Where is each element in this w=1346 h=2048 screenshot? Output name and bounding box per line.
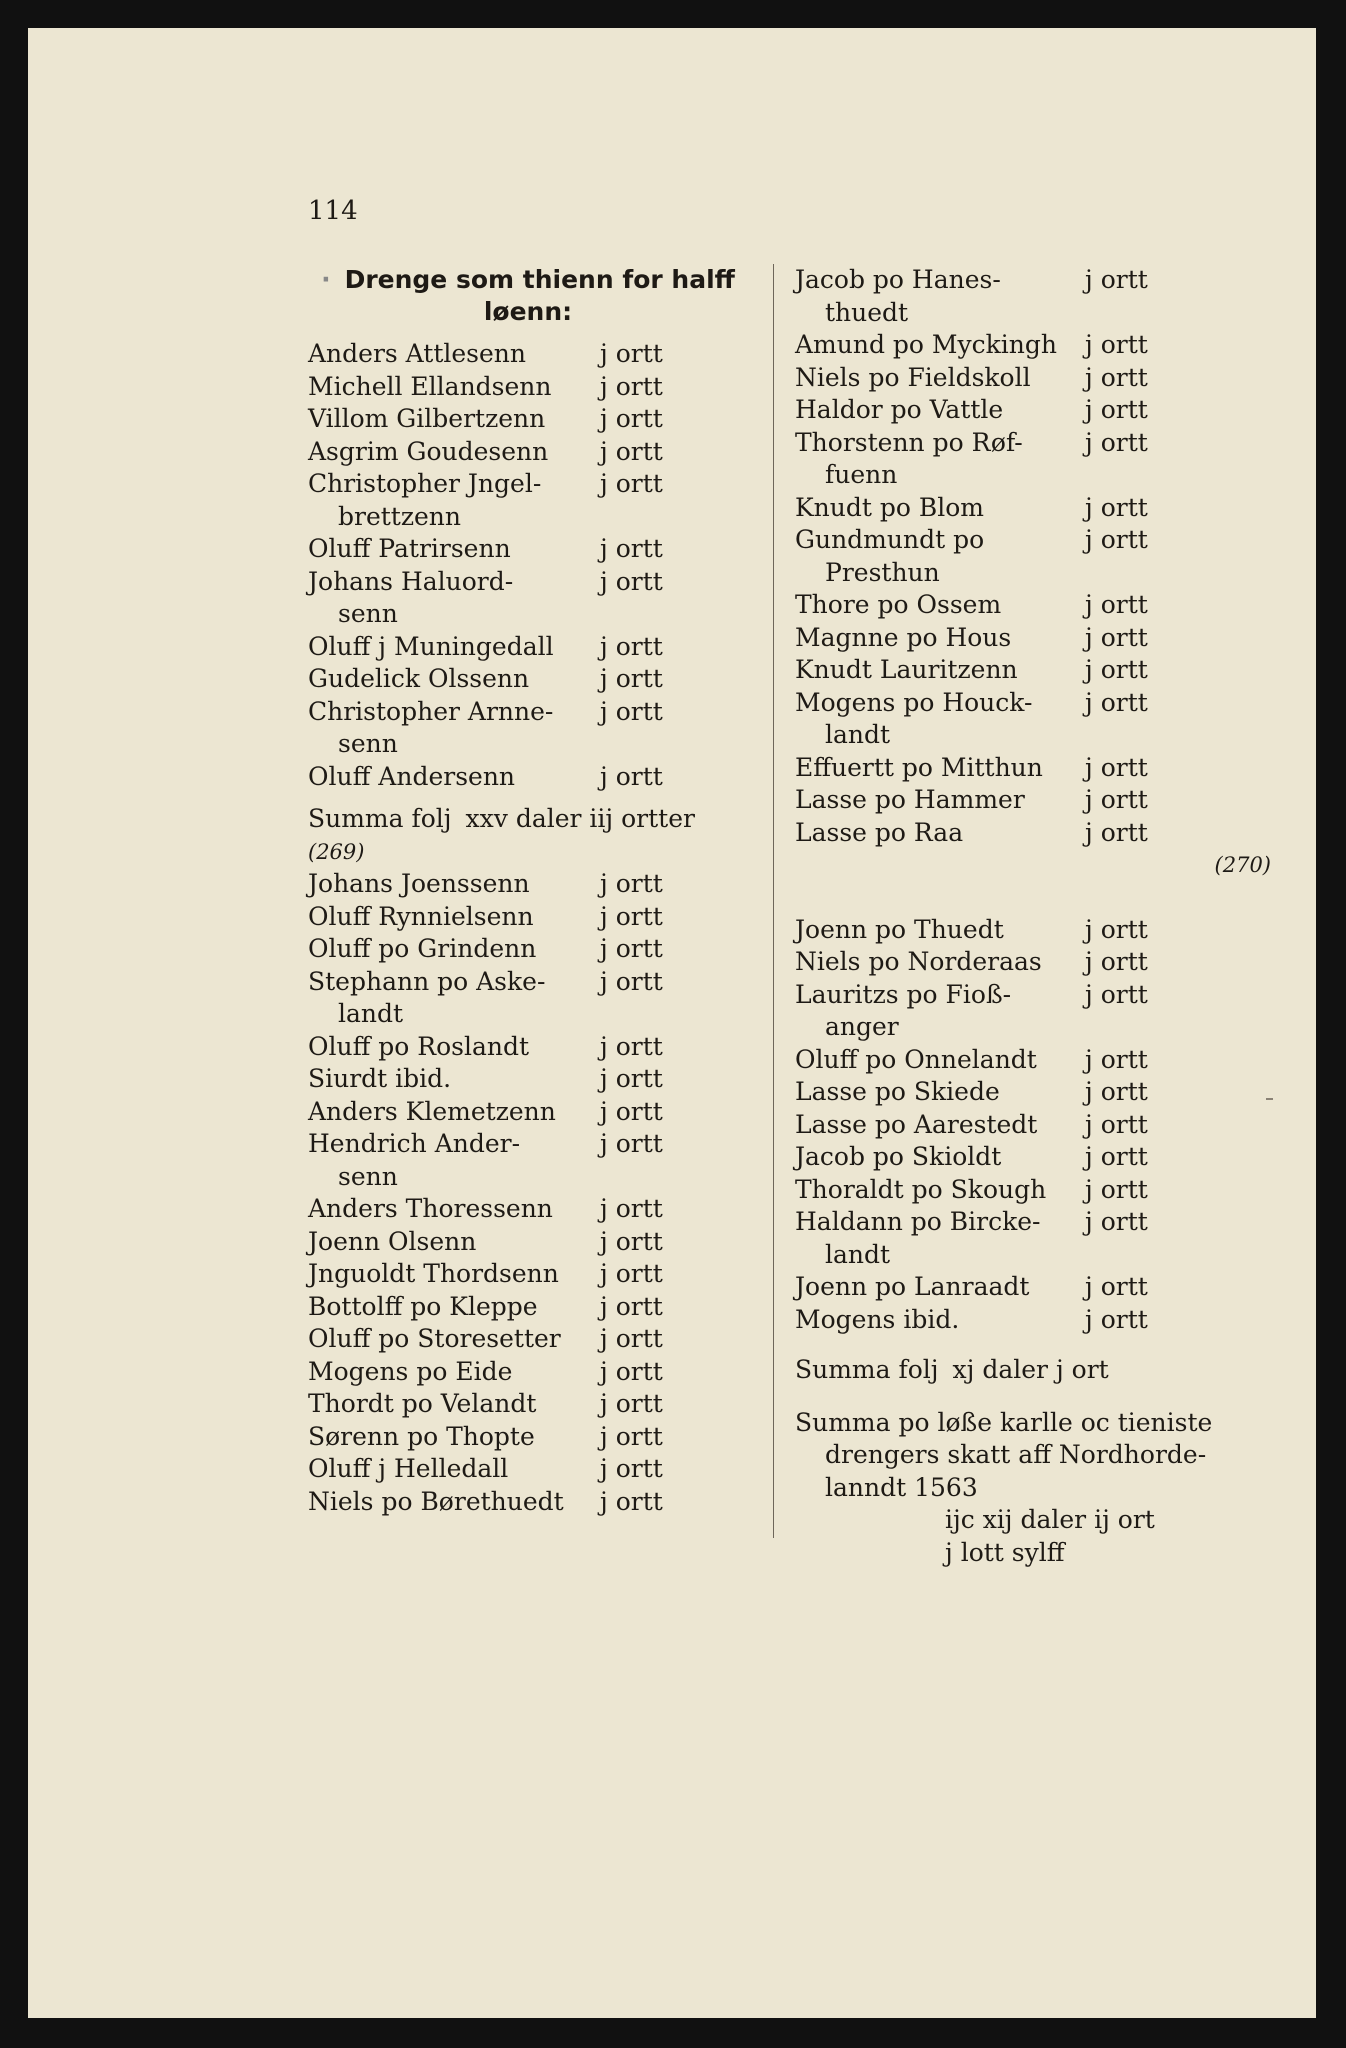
entry-amount: j ortt	[1085, 1272, 1148, 1301]
list-item	[795, 1174, 1265, 1207]
entry-name: Haldor po Vattle	[795, 395, 1004, 424]
entry-amount: j ortt	[600, 1291, 663, 1321]
list-item	[308, 566, 768, 631]
folio-number-right: (270)	[1214, 853, 1271, 877]
list-item	[308, 436, 768, 469]
list-item	[795, 817, 1265, 850]
list-item	[308, 338, 768, 371]
entry-name: Asgrim Goudesenn	[308, 436, 549, 466]
list-item	[308, 1258, 768, 1291]
entry-name-continuation: landt	[825, 720, 891, 749]
entry-amount: j ortt	[1085, 687, 1148, 717]
list-item	[795, 1271, 1265, 1304]
entry-name: Oluff po Grindenn	[308, 934, 537, 963]
entry-amount: j ortt	[600, 1129, 663, 1158]
entry-amount: j ortt	[1085, 655, 1148, 684]
list-item	[795, 589, 1265, 622]
entry-name: Niels po Børethuedt	[308, 1486, 564, 1516]
entry-name-continuation: brettzenn	[338, 501, 462, 531]
document-page	[28, 28, 1316, 2018]
entry-amount: j ortt	[600, 404, 663, 433]
list-item	[795, 914, 1265, 947]
entry-amount: j ortt	[600, 869, 663, 898]
list-item	[308, 663, 768, 696]
entry-name: Anders Attlesenn	[308, 339, 527, 368]
list-item	[795, 1141, 1265, 1174]
entry-name: Amund po Myckingh	[795, 330, 1057, 359]
entry-amount: j ortt	[600, 566, 663, 596]
page-number: 114	[308, 196, 358, 226]
list-item	[308, 868, 768, 901]
left-column	[308, 264, 768, 1518]
entry-name: Jacob po Hanes- thuedt	[795, 264, 1085, 329]
entry-amount: j ortt	[600, 371, 663, 401]
entry-name: Hendrich Ander- senn	[308, 1128, 600, 1193]
entry-amount: j ortt	[1085, 979, 1148, 1009]
list-item	[308, 1421, 768, 1454]
list-item	[308, 1031, 768, 1064]
entry-amount: j ortt	[600, 1226, 663, 1256]
list-item	[795, 394, 1265, 427]
section-heading: · Drenge som thienn for halff løenn:	[321, 265, 735, 326]
entry-name: Oluff j Helledall	[308, 1454, 509, 1483]
list-item	[308, 933, 768, 966]
entry-name: Villom Gilbertzenn	[308, 404, 546, 433]
list-item	[308, 1356, 768, 1389]
entry-name: Christopher Arnne- senn	[308, 696, 600, 761]
entry-name: Oluff po Onnelandt	[795, 1044, 1037, 1074]
entry-amount: j ortt	[1085, 525, 1148, 554]
list-item	[308, 631, 768, 664]
entry-name: Niels po Fieldskoll	[795, 362, 1031, 392]
list-item	[795, 492, 1265, 525]
entry-amount: j ortt	[1085, 1077, 1148, 1106]
entry-name: Oluff Rynnielsenn	[308, 901, 534, 931]
entry-amount: j ortt	[1085, 914, 1148, 944]
entry-name: Thoraldt po Skough	[795, 1174, 1047, 1204]
entry-name: Gudelick Olssenn	[308, 664, 530, 693]
list-item	[308, 371, 768, 404]
entry-name: Gundmundt po Presthun	[795, 524, 1085, 589]
entry-amount: j ortt	[1085, 1044, 1148, 1074]
entry-name: Knudt po Blom	[795, 492, 985, 522]
summa-line-right: Summa folj xj daler j ort	[795, 1355, 1109, 1384]
entry-name: Oluff po Roslandt	[308, 1031, 530, 1061]
entry-name: Mogens ibid.	[795, 1304, 960, 1334]
margin-mark	[1266, 1098, 1273, 1100]
list-item	[795, 622, 1265, 655]
entry-name-continuation: senn	[338, 729, 398, 758]
list-item	[308, 403, 768, 436]
entry-amount: j ortt	[600, 696, 663, 726]
right-column	[795, 264, 1271, 1569]
entry-amount: j ortt	[1085, 1109, 1148, 1139]
entry-name: Effuertt po Mitthun	[795, 752, 1043, 782]
entry-list-left-b	[308, 868, 768, 1518]
entry-name: Johans Joenssenn	[308, 869, 530, 898]
list-item	[308, 1193, 768, 1226]
list-item	[308, 966, 768, 1031]
entry-name: Siurdt ibid.	[308, 1064, 452, 1093]
entry-amount: j ortt	[1085, 362, 1148, 392]
list-item	[308, 696, 768, 761]
entry-name: Anders Thoressenn	[308, 1194, 553, 1223]
entry-amount: j ortt	[1085, 427, 1148, 457]
entry-name-continuation: senn	[338, 599, 398, 628]
list-item	[308, 761, 768, 794]
list-item	[795, 524, 1265, 589]
entry-amount: j ortt	[1085, 1304, 1148, 1334]
entry-amount: j ortt	[600, 966, 663, 996]
list-item	[308, 1226, 768, 1259]
entry-name-continuation: landt	[338, 999, 404, 1028]
summa-line-left: Summa folj xxv daler iij ortter	[308, 804, 695, 833]
list-item	[795, 1109, 1265, 1142]
list-item	[795, 1206, 1265, 1271]
list-item	[795, 687, 1265, 752]
entry-name: Jacob po Skioldt	[795, 1142, 1002, 1171]
folio-number-left: (269)	[308, 839, 365, 864]
entry-name: Joenn po Thuedt	[795, 914, 1004, 944]
entry-name-continuation: Presthun	[825, 557, 940, 587]
entry-amount: j ortt	[600, 934, 663, 963]
entry-name: Haldann po Bircke- landt	[795, 1206, 1085, 1271]
entry-amount: j ortt	[1085, 395, 1148, 424]
column-divider	[773, 264, 774, 1538]
entry-name: Lasse po Aarestedt	[795, 1109, 1038, 1139]
entry-amount: j ortt	[1085, 590, 1148, 619]
entry-name: Joenn po Lanraadt	[795, 1272, 1030, 1301]
entry-name: Bottolff po Kleppe	[308, 1291, 538, 1321]
entry-name-continuation: senn	[338, 1161, 398, 1191]
entry-name: Mogens po Houck- landt	[795, 687, 1085, 752]
entry-amount: j ortt	[1085, 265, 1148, 294]
entry-amount: j ortt	[600, 664, 663, 693]
entry-amount: j ortt	[600, 761, 663, 791]
entry-amount: j ortt	[1085, 1174, 1148, 1204]
entry-name: Niels po Norderaas	[795, 947, 1042, 976]
list-item	[795, 654, 1265, 687]
entry-amount: j ortt	[600, 1064, 663, 1093]
entry-name: Lauritzs po Fioß- anger	[795, 979, 1085, 1044]
list-item	[308, 1096, 768, 1129]
entry-name: Oluff po Storesetter	[308, 1324, 561, 1353]
entry-amount: j ortt	[600, 901, 663, 931]
entry-name: Knudt Lauritzenn	[795, 655, 1018, 684]
entry-amount: j ortt	[600, 1324, 663, 1353]
list-item	[308, 1291, 768, 1324]
entry-amount: j ortt	[600, 339, 663, 368]
list-item	[795, 946, 1265, 979]
entry-amount: j ortt	[1085, 330, 1148, 359]
entry-name: Lasse po Raa	[795, 817, 964, 847]
entry-name: Magnne po Hous	[795, 622, 1012, 652]
list-item	[795, 979, 1265, 1044]
entry-name: Joenn Olsenn	[308, 1226, 477, 1256]
entry-name-continuation: landt	[825, 1239, 891, 1269]
entry-amount: j ortt	[1085, 817, 1148, 847]
entry-name: Oluff Patrirsenn	[308, 534, 511, 563]
entry-name: Lasse po Skiede	[795, 1077, 1000, 1106]
entry-name: Mogens po Eide	[308, 1356, 513, 1386]
entry-name: Michell Ellandsenn	[308, 371, 552, 401]
entry-amount: j ortt	[600, 1096, 663, 1126]
list-item	[795, 1044, 1265, 1077]
list-item	[308, 1388, 768, 1421]
entry-amount: j ortt	[600, 1031, 663, 1061]
list-item	[795, 1304, 1265, 1337]
entry-name-continuation: anger	[825, 1012, 899, 1041]
bullet-dot-icon: ·	[321, 265, 331, 294]
list-item	[308, 1128, 768, 1193]
list-item	[308, 1453, 768, 1486]
entry-amount: j ortt	[600, 1421, 663, 1451]
entry-amount: j ortt	[600, 1356, 663, 1386]
entry-amount: j ortt	[600, 1259, 663, 1288]
list-item	[308, 901, 768, 934]
entry-list-right-b	[795, 914, 1265, 1337]
list-item	[795, 752, 1265, 785]
entry-amount: j ortt	[600, 436, 663, 466]
list-item	[795, 264, 1265, 329]
list-item	[795, 1076, 1265, 1109]
entry-list-left-a	[308, 338, 768, 793]
grand-total: Summa po løße karlle oc tieniste drengers skatt aff Nordhorde- lanndt 1563 ijc xij daler ij ort j lott sylff	[795, 1407, 1213, 1567]
entry-name: Oluff j Muningedall	[308, 631, 554, 661]
list-item	[795, 427, 1265, 492]
entry-amount: j ortt	[1085, 785, 1148, 814]
entry-name: Sørenn po Thopte	[308, 1421, 535, 1451]
entry-amount: j ortt	[1085, 622, 1148, 652]
list-item	[308, 1323, 768, 1356]
list-item	[308, 468, 768, 533]
entry-name: Stephann po Aske- landt	[308, 966, 600, 1031]
entry-amount: j ortt	[600, 1454, 663, 1483]
entry-name-continuation: thuedt	[825, 297, 909, 327]
entry-name: Oluff Andersenn	[308, 761, 516, 791]
list-item	[795, 784, 1265, 817]
list-item	[795, 329, 1265, 362]
entry-name: Thordt po Velandt	[308, 1389, 537, 1418]
entry-amount: j ortt	[1085, 752, 1148, 782]
entry-amount: j ortt	[1085, 492, 1148, 522]
list-item	[795, 362, 1265, 395]
entry-amount: j ortt	[1085, 947, 1148, 976]
entry-amount: j ortt	[600, 534, 663, 563]
entry-name: Christopher Jngel- brettzenn	[308, 468, 600, 533]
entry-name: Thore po Ossem	[795, 590, 1002, 619]
list-item	[308, 1486, 768, 1519]
entry-amount: j ortt	[1085, 1142, 1148, 1171]
entry-list-right-a	[795, 264, 1265, 849]
entry-name-continuation: fuenn	[825, 460, 898, 489]
entry-amount: j ortt	[600, 1389, 663, 1418]
entry-name: Anders Klemetzenn	[308, 1096, 556, 1126]
entry-name: Jnguoldt Thordsenn	[308, 1259, 559, 1288]
list-item	[308, 533, 768, 566]
entry-amount: j ortt	[600, 469, 663, 498]
entry-amount: j ortt	[600, 1486, 663, 1516]
entry-name: Johans Haluord- senn	[308, 566, 600, 631]
list-item	[308, 1063, 768, 1096]
entry-name: Thorstenn po Røf- fuenn	[795, 427, 1085, 492]
entry-amount: j ortt	[600, 1194, 663, 1223]
entry-amount: j ortt	[1085, 1207, 1148, 1236]
entry-amount: j ortt	[600, 631, 663, 661]
entry-name: Lasse po Hammer	[795, 785, 1025, 814]
